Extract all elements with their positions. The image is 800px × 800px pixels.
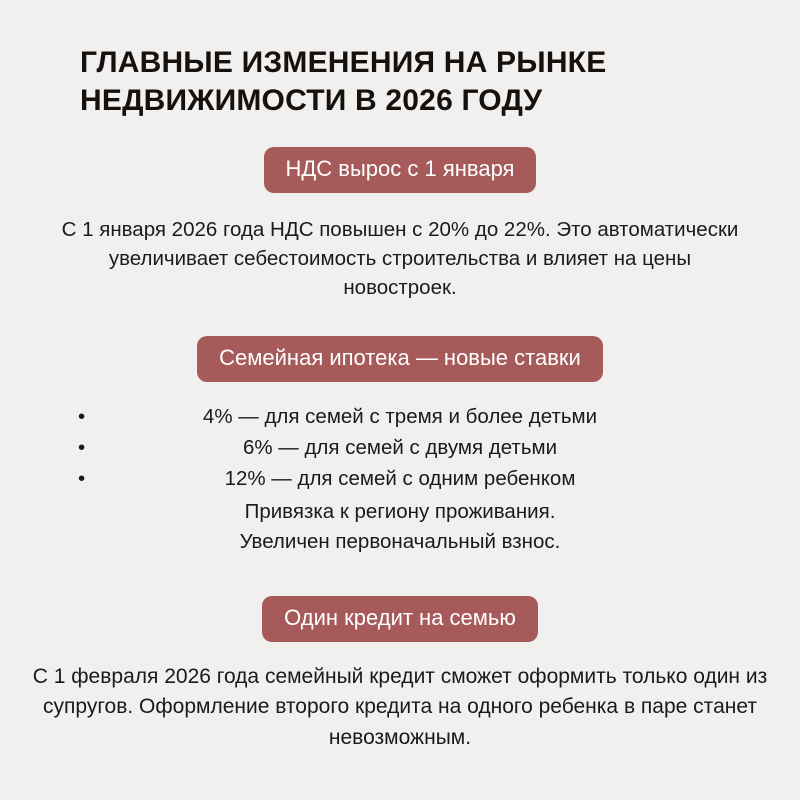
mortgage-rate-list [70,402,730,495]
section-vat-paragraph: С 1 января 2026 года НДС повышен с 20% до 22%. Это автоматически увеличивает себестоимость строительства и влияет на цены новостроек. [61,217,739,299]
list-item [70,464,730,493]
section-family-mortgage [26,336,774,556]
bullet-marker-icon: • [78,467,86,491]
section-mortgage-heading-wrap [26,336,774,382]
list-item [70,433,730,462]
section-vat [26,147,774,302]
section-vat-heading: НДС вырос с 1 января [264,147,537,193]
page-title: ГЛАВНЫЕ ИЗМЕНЕНИЯ НА РЫНКЕ НЕДВИЖИМОСТИ В 2026 ГОДУ [80,46,607,118]
section-credit-paragraph: С 1 февраля 2026 года семейный кредит сможет оформить только один из супругов. Оформление второго кредита на одного ребенка в паре станет невозможным. [32,664,768,749]
mortgage-note-downpayment: Увеличен первоначальный взнос. [239,529,561,553]
list-item-label: 6% — для семей с двумя детьми [242,436,558,460]
section-one-credit [26,596,774,774]
mortgage-note-region: Привязка к региону проживания. [244,500,556,524]
section-credit-heading-wrap [26,596,774,642]
bullet-marker-icon: • [78,436,86,460]
mortgage-notes [70,497,730,555]
bullet-marker-icon: • [78,405,86,429]
list-item [70,402,730,431]
section-mortgage-heading: Семейная ипотека — новые ставки [197,336,603,382]
list-item-label: 4% — для семей с тремя и более детьми [202,405,598,429]
section-vat-heading-wrap [26,147,774,193]
section-credit-heading: Один кредит на семью [262,596,538,642]
list-item-label: 12% — для семей с одним ребенком [224,467,576,491]
